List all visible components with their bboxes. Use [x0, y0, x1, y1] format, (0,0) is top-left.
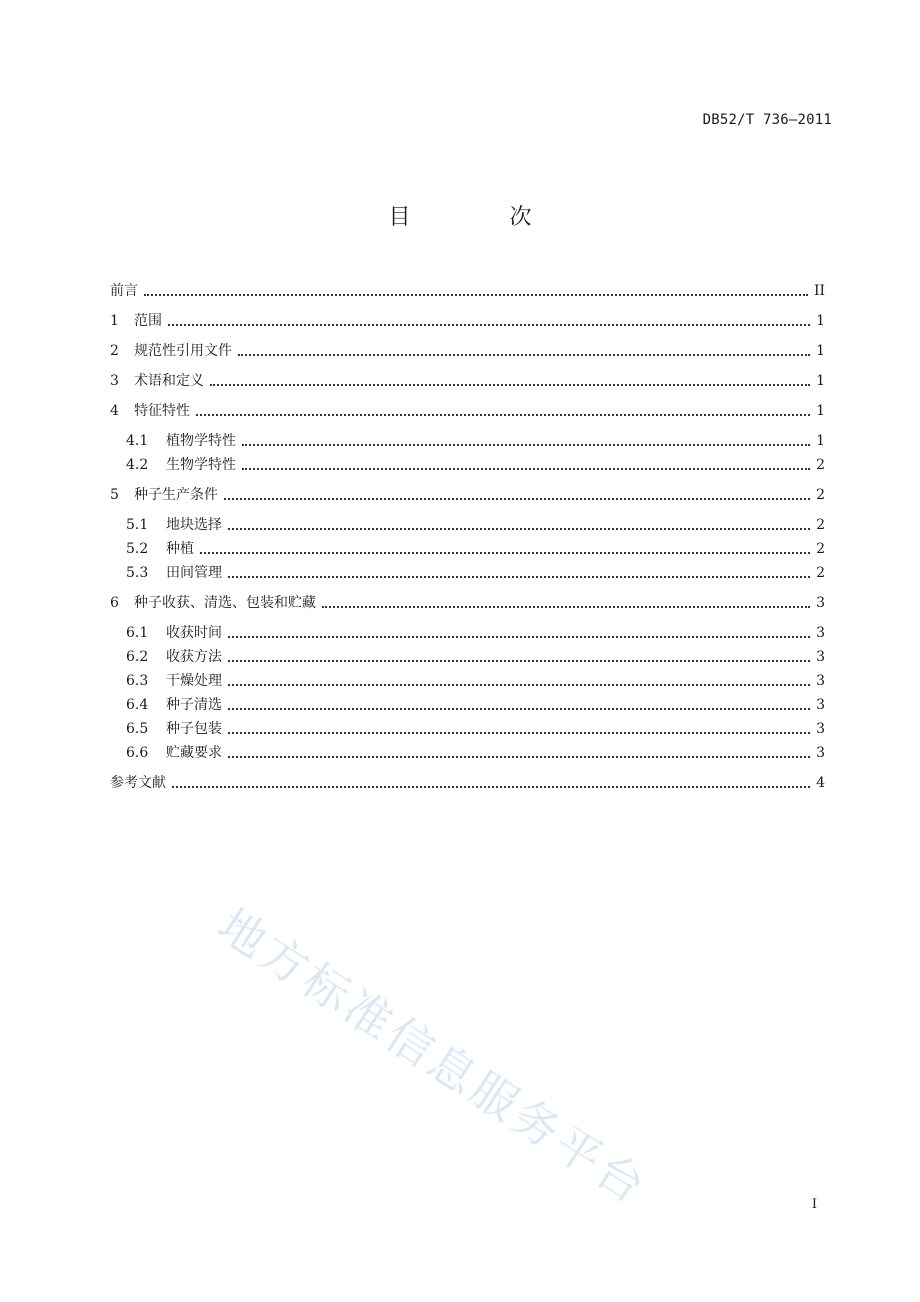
page-number: I — [811, 1197, 817, 1212]
toc-entry-bibliography[interactable] — [110, 772, 825, 792]
toc-entry-label: 干燥处理 — [166, 673, 222, 689]
toc-entry-number: 4.1 — [126, 433, 149, 449]
toc-entry-6-5[interactable] — [110, 718, 825, 738]
dot-leader — [228, 684, 810, 686]
toc-entry-page: 3 — [816, 673, 825, 689]
toc-entry-number: 5.3 — [126, 565, 149, 581]
toc-entry-label: 生物学特性 — [166, 457, 236, 473]
toc-entry-number: 2 — [110, 343, 119, 359]
toc-entry-number: 6 — [110, 595, 119, 611]
toc-entry-6-1[interactable] — [110, 622, 825, 642]
toc-entry-page: 3 — [816, 595, 825, 611]
watermark: 地方标准信息服务平台 — [208, 897, 658, 1216]
toc-entry-label: 参考文献 — [110, 775, 166, 791]
toc-entry-page: II — [813, 283, 825, 299]
toc-entry-number: 6.6 — [126, 745, 149, 761]
toc-entry-number: 5 — [110, 487, 119, 503]
toc-entry-5-1[interactable] — [110, 514, 825, 534]
dot-leader — [200, 552, 810, 554]
toc-entry-label: 种子收获、清选、包装和贮藏 — [134, 595, 316, 611]
dot-leader — [242, 444, 810, 446]
toc-entry-scope[interactable] — [110, 310, 825, 330]
toc-entry-label: 种植 — [166, 541, 194, 557]
toc-entry-number: 6.1 — [126, 625, 149, 641]
toc-entry-page: 1 — [816, 433, 825, 449]
toc-entry-label: 收获时间 — [166, 625, 222, 641]
toc-entry-number: 5.1 — [126, 517, 149, 533]
dot-leader — [238, 354, 810, 356]
toc-entry-4-1[interactable] — [110, 430, 825, 450]
toc-entry-page: 3 — [816, 697, 825, 713]
toc-entry-label: 范围 — [134, 313, 162, 329]
dot-leader — [228, 576, 810, 578]
dot-leader — [228, 528, 810, 530]
toc-entry-normative-references[interactable] — [110, 340, 825, 360]
toc-entry-page: 2 — [816, 517, 825, 533]
toc-entry-6-4[interactable] — [110, 694, 825, 714]
toc-entry-page: 2 — [816, 565, 825, 581]
toc-entry-4-2[interactable] — [110, 454, 825, 474]
dot-leader — [228, 756, 810, 758]
toc-entry-6-6[interactable] — [110, 742, 825, 762]
toc-entry-number: 1 — [110, 313, 119, 329]
document-code: DB52/T 736—2011 — [702, 112, 832, 128]
toc-entry-label: 田间管理 — [166, 565, 222, 581]
dot-leader — [228, 636, 810, 638]
toc-entry-foreword[interactable] — [110, 280, 825, 300]
toc-entry-label: 地块选择 — [166, 517, 222, 533]
dot-leader — [228, 708, 810, 710]
toc-entry-6-3[interactable] — [110, 670, 825, 690]
toc-entry-label: 植物学特性 — [166, 433, 236, 449]
toc-entry-label: 特征特性 — [134, 403, 190, 419]
toc-entry-label: 贮藏要求 — [166, 745, 222, 761]
toc-entry-number: 6.3 — [126, 673, 149, 689]
toc-entry-characteristics[interactable] — [110, 400, 825, 420]
dot-leader — [224, 498, 810, 500]
toc-entry-number: 6.5 — [126, 721, 149, 737]
toc-entry-page: 2 — [816, 457, 825, 473]
toc-entry-label: 术语和定义 — [134, 373, 204, 389]
toc-entry-page: 1 — [816, 403, 825, 419]
toc-entry-label: 种子包装 — [166, 721, 222, 737]
dot-leader — [242, 468, 810, 470]
toc-entry-page: 3 — [816, 625, 825, 641]
toc-entry-page: 3 — [816, 721, 825, 737]
toc-entry-page: 1 — [816, 343, 825, 359]
toc-entry-label: 种子清选 — [166, 697, 222, 713]
toc-entry-number: 4.2 — [126, 457, 149, 473]
toc-entry-number: 5.2 — [126, 541, 149, 557]
toc-entry-page: 2 — [816, 487, 825, 503]
toc-entry-5-2[interactable] — [110, 538, 825, 558]
dot-leader — [228, 732, 810, 734]
toc-entry-label: 前言 — [110, 283, 138, 299]
dot-leader — [172, 786, 810, 788]
toc-entry-5-3[interactable] — [110, 562, 825, 582]
dot-leader — [228, 660, 810, 662]
toc-entry-page: 4 — [816, 775, 825, 791]
toc-entry-page: 1 — [816, 373, 825, 389]
toc-entry-number: 6.2 — [126, 649, 149, 665]
toc-entry-terms[interactable] — [110, 370, 825, 390]
dot-leader — [196, 414, 810, 416]
toc-entry-6-2[interactable] — [110, 646, 825, 666]
toc-entry-label: 收获方法 — [166, 649, 222, 665]
dot-leader — [322, 606, 810, 608]
toc-entry-seed-production[interactable] — [110, 484, 825, 504]
page-title: 目 次 — [388, 205, 578, 230]
toc-entry-page: 1 — [816, 313, 825, 329]
toc-entry-page: 2 — [816, 541, 825, 557]
toc-entry-number: 4 — [110, 403, 119, 419]
toc-entry-page: 3 — [816, 649, 825, 665]
toc-entry-number: 6.4 — [126, 697, 149, 713]
dot-leader — [168, 324, 810, 326]
toc-entry-label: 种子生产条件 — [134, 487, 218, 503]
dot-leader — [210, 384, 810, 386]
toc-entry-page: 3 — [816, 745, 825, 761]
toc-entry-label: 规范性引用文件 — [134, 343, 232, 359]
toc-entry-harvest[interactable] — [110, 592, 825, 612]
toc-entry-number: 3 — [110, 373, 119, 389]
dot-leader — [144, 294, 808, 296]
